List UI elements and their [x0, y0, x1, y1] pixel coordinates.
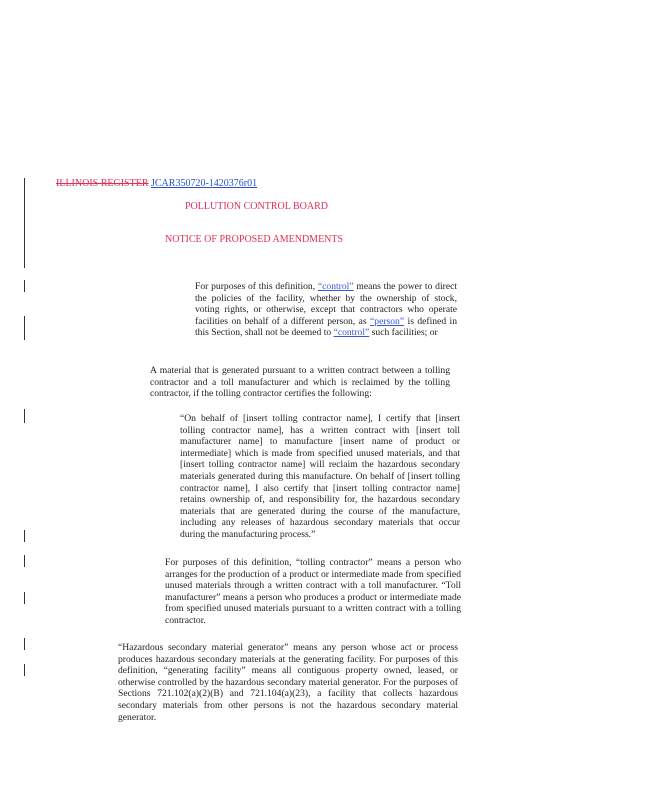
- register-header: [56, 178, 257, 189]
- change-bar: [24, 280, 25, 292]
- change-bar: [24, 664, 25, 676]
- board-title: POLLUTION CONTROL BOARD: [185, 201, 328, 212]
- tolling-definition: For purposes of this definition, “tolling contractor” means a person who arranges for the production of a product or intermediate made from specified unused materials through a written contract with a toll manufacturer. “Toll manufacturer” means a person who produces a product or intermediate made from specified unused materials pursuant to a written contract with a tolling contractor.: [165, 557, 461, 626]
- register-inserted: JCAR350720-1420376r01: [151, 178, 258, 189]
- control-term: “control”: [333, 327, 370, 339]
- change-bar: [24, 530, 25, 542]
- change-bar: [24, 638, 25, 650]
- register-deleted: ILLINOIS REGISTER: [56, 178, 149, 189]
- change-bar: [24, 178, 25, 268]
- tolling-intro: A material that is generated pursuant to a written contract between a tolling contractor and a toll manufacturer and which is reclaimed by the tolling contractor, if the tolling contractor certifies the following:: [150, 365, 450, 400]
- generator-definition: “Hazardous secondary material generator” means any person whose act or process produces hazardous secondary materials at the generating facility. For purposes of this definition, “generating facility” means all contiguous property owned, leased, or otherwise controlled by the hazardous secondary material generator. For the purposes of Sections 721.102(a)(2)(B) and 721.104(a)(23), a facility that collects hazardous secondary materials from other persons is not the hazardous secondary material generator.: [118, 642, 458, 723]
- change-bar: [24, 316, 25, 340]
- control-term: “control”: [317, 281, 354, 292]
- change-bar: [24, 409, 25, 423]
- certification-quote: “On behalf of [insert tolling contractor name], I certify that [insert tolling contractor name], has a written contract with [insert toll manufacturer name] to manufacture [insert name of product or intermediate] which is made from specified unused materials, and that [insert tolling contractor name] will reclaim the hazardous secondary materials generated during this manufacture. On behalf of [insert tolling contractor name], I also certify that [insert tolling contractor name] retains ownership of, and responsibility for, the hazardous secondary materials that are generated during the course of the manufacture, including any releases of hazardous secondary materials that occur during the manufacturing process.”: [180, 413, 460, 540]
- change-bar: [24, 592, 25, 604]
- notice-title: NOTICE OF PROPOSED AMENDMENTS: [165, 234, 344, 245]
- change-bar: [24, 555, 25, 567]
- control-definition: For purposes of this definition, “control” means the power to direct the policies of the facility, whether by the ownership of stock, voting rights, or otherwise, except that contractors who operate facilities on behalf of a different person, as “person” is defined in this Section, shall not be deemed to “control” such facilities; or: [195, 281, 457, 339]
- person-term: “person”: [370, 315, 405, 327]
